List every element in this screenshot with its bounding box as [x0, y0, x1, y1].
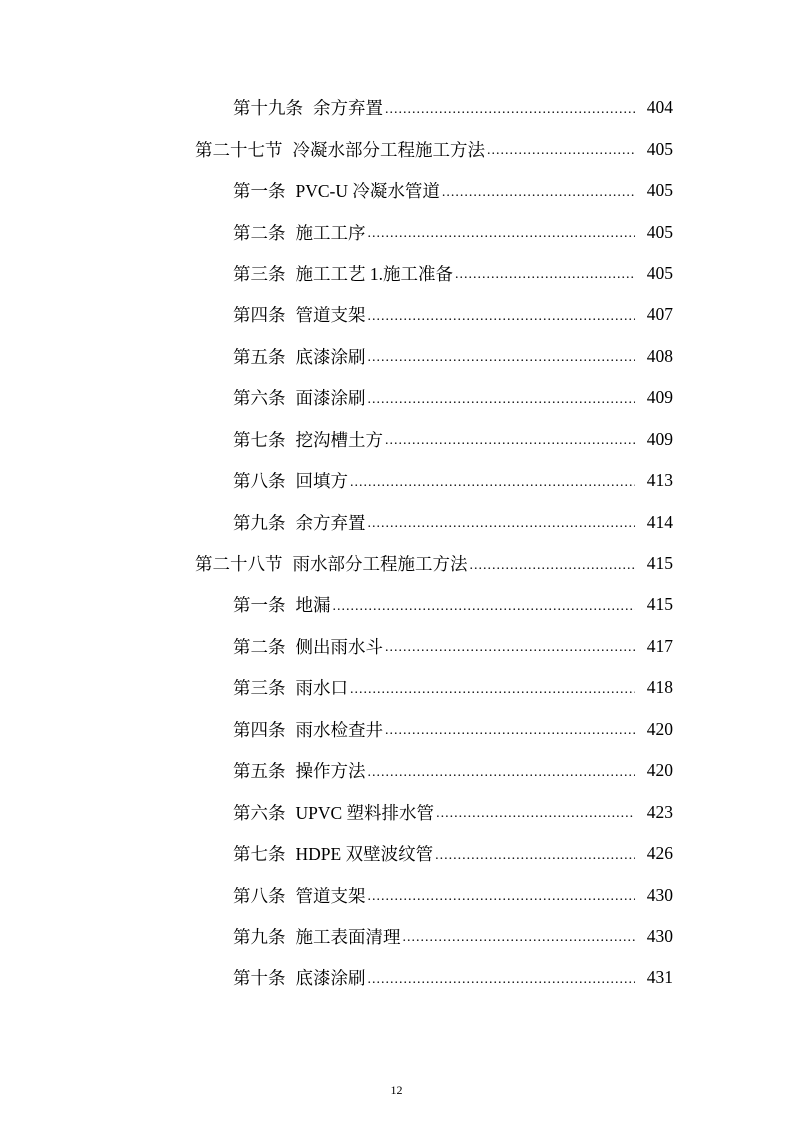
toc-entry-title: 雨水检查井 — [295, 719, 383, 740]
toc-entry-page-number: 414 — [646, 511, 673, 532]
toc-article-entry[interactable] — [0, 626, 793, 667]
toc-article-entry[interactable] — [0, 709, 793, 750]
toc-entry-label: 第九条 — [233, 512, 286, 533]
toc-entry-label: 第一条 — [233, 181, 286, 202]
toc-entry-page-number: 409 — [646, 428, 673, 449]
toc-article-entry[interactable] — [0, 170, 793, 211]
toc-section-entry[interactable] — [0, 543, 793, 584]
toc-entry-label: 第五条 — [233, 346, 286, 367]
dot-leader — [385, 640, 635, 656]
toc-article-entry[interactable] — [0, 253, 793, 294]
toc-entry-title: 余方弃置 — [313, 98, 383, 119]
toc-entry-label: 第七条 — [233, 844, 286, 865]
toc-entry-title: 操作方法 — [295, 761, 366, 782]
dot-leader — [385, 723, 635, 739]
dot-leader — [435, 848, 635, 864]
toc-entry-page-number: 415 — [646, 594, 673, 615]
dot-leader — [403, 930, 636, 946]
toc-entry-label: 第九条 — [233, 926, 286, 947]
toc-entry-page-number: 405 — [646, 138, 673, 159]
toc-entry-title: 雨水口 — [295, 678, 348, 699]
toc-article-entry[interactable] — [0, 377, 793, 418]
dot-leader — [368, 392, 636, 408]
toc-entry-label: 第八条 — [233, 885, 286, 906]
toc-entry-page-number: 409 — [646, 387, 673, 408]
toc-entry-label: 第一条 — [233, 595, 286, 616]
dot-leader — [350, 682, 635, 698]
toc-entry-page-number: 418 — [646, 677, 673, 698]
toc-entry-page-number: 420 — [646, 760, 673, 781]
toc-entry-label: 第五条 — [233, 761, 286, 782]
toc-entry-page-number: 417 — [646, 635, 673, 656]
toc-entry-title: 回填方 — [295, 471, 348, 492]
toc-entry-title: 余方弃置 — [295, 512, 366, 533]
toc-entry-title: 雨水部分工程施工方法 — [292, 554, 468, 575]
page-footer-number: 12 — [390, 1083, 403, 1097]
toc-entry-title: 施工工序 — [295, 222, 366, 243]
toc-entry-page-number: 413 — [646, 470, 673, 491]
toc-entry-title: UPVC 塑料排水管 — [295, 802, 435, 823]
toc-entry-label: 第六条 — [233, 802, 286, 823]
toc-entry-label: 第七条 — [233, 429, 286, 450]
toc-article-entry[interactable] — [0, 336, 793, 377]
dot-leader — [470, 558, 636, 574]
toc-entry-page-number: 405 — [646, 262, 673, 283]
dot-leader — [455, 267, 635, 283]
toc-article-entry[interactable] — [0, 419, 793, 460]
toc-entry-title: 底漆涂刷 — [295, 968, 366, 989]
toc-article-entry[interactable] — [0, 874, 793, 915]
toc-article-entry[interactable] — [0, 957, 793, 998]
toc-entry-label: 第八条 — [233, 471, 286, 492]
toc-entry-page-number: 430 — [646, 925, 673, 946]
dot-leader — [368, 309, 636, 325]
toc-entry-label: 第六条 — [233, 388, 286, 409]
toc-entry-title: 底漆涂刷 — [295, 346, 366, 367]
dot-leader — [368, 765, 636, 781]
toc-entry-label: 第十九条 — [233, 98, 303, 119]
dot-leader — [333, 599, 636, 615]
dot-leader — [368, 516, 636, 532]
toc-article-entry[interactable] — [0, 916, 793, 957]
toc-article-entry[interactable] — [0, 501, 793, 542]
dot-leader — [385, 102, 635, 118]
dot-leader — [487, 143, 635, 159]
dot-leader — [385, 433, 635, 449]
dot-leader — [442, 185, 635, 201]
toc-article-entry[interactable] — [0, 87, 793, 128]
toc-entry-title: 施工工艺 1.施工准备 — [295, 263, 453, 284]
dot-leader — [368, 226, 636, 242]
toc-entry-page-number: 405 — [646, 221, 673, 242]
toc-entry-label: 第三条 — [233, 263, 286, 284]
toc-section-entry[interactable] — [0, 128, 793, 169]
toc-article-entry[interactable] — [0, 791, 793, 832]
toc-entry-label: 第二十七节 — [195, 139, 283, 160]
toc-entry-page-number: 431 — [646, 967, 673, 988]
toc-entry-title: PVC-U 冷凝水管道 — [295, 181, 440, 202]
dot-leader — [368, 972, 636, 988]
toc-entry-title: 管道支架 — [295, 305, 366, 326]
toc-entry-page-number: 430 — [646, 884, 673, 905]
toc-entry-title: HDPE 双壁波纹管 — [295, 844, 434, 865]
toc-entry-label: 第三条 — [233, 678, 286, 699]
toc-entry-page-number: 408 — [646, 345, 673, 366]
toc-article-entry[interactable] — [0, 833, 793, 874]
toc-entry-page-number: 423 — [646, 801, 673, 822]
dot-leader — [368, 889, 636, 905]
toc-entry-page-number: 407 — [646, 304, 673, 325]
toc-entry-page-number: 405 — [646, 180, 673, 201]
toc-entry-title: 冷凝水部分工程施工方法 — [292, 139, 485, 160]
toc-entry-label: 第二十八节 — [195, 554, 283, 575]
toc-entry-page-number: 415 — [646, 553, 673, 574]
toc-article-entry[interactable] — [0, 750, 793, 791]
table-of-contents — [0, 87, 793, 999]
toc-entry-title: 地漏 — [295, 595, 331, 616]
dot-leader — [368, 350, 636, 366]
toc-entry-title: 挖沟槽土方 — [295, 429, 383, 450]
dot-leader — [436, 806, 635, 822]
toc-entry-label: 第二条 — [233, 636, 286, 657]
toc-entry-title: 侧出雨水斗 — [295, 636, 383, 657]
dot-leader — [350, 475, 635, 491]
toc-entry-page-number: 426 — [646, 843, 673, 864]
toc-article-entry[interactable] — [0, 460, 793, 501]
toc-entry-title: 管道支架 — [295, 885, 366, 906]
toc-entry-label: 第四条 — [233, 719, 286, 740]
toc-entry-title: 面漆涂刷 — [295, 388, 366, 409]
toc-article-entry[interactable] — [0, 584, 793, 625]
toc-entry-label: 第四条 — [233, 305, 286, 326]
toc-entry-title: 施工表面清理 — [295, 926, 401, 947]
toc-entry-page-number: 420 — [646, 718, 673, 739]
toc-article-entry[interactable] — [0, 667, 793, 708]
toc-entry-page-number: 404 — [646, 97, 673, 118]
toc-entry-label: 第十条 — [233, 968, 286, 989]
toc-entry-label: 第二条 — [233, 222, 286, 243]
toc-article-entry[interactable] — [0, 211, 793, 252]
toc-article-entry[interactable] — [0, 294, 793, 335]
